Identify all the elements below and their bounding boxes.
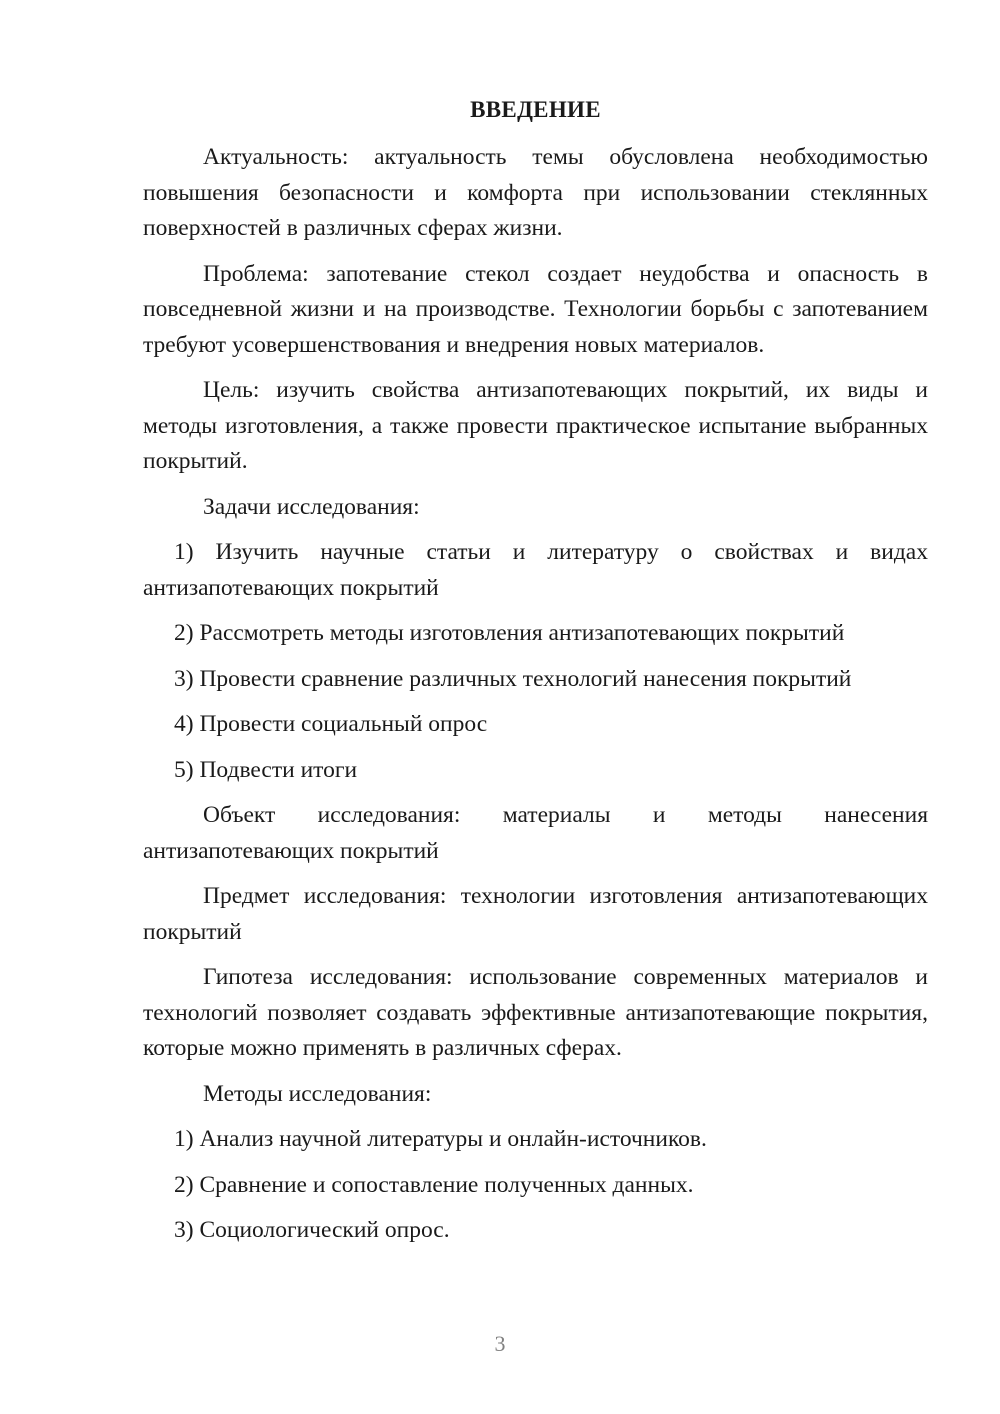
task-item-5: 5) Подвести итоги xyxy=(174,756,358,783)
page-content xyxy=(143,92,928,1259)
task-item-1: 1) Изучить научные статьи и литературу о свойствах и видах антизапотевающих покрытий xyxy=(143,539,928,601)
tasks-title: Задачи исследования: xyxy=(203,493,420,520)
methods-title: Методы исследования: xyxy=(203,1080,432,1107)
relevance-paragraph: Актуальность: актуальность темы обусловлена необходимостью повышения безопасности и комфорта при использовании стеклянных поверхностей в различных сферах жизни. xyxy=(143,144,928,241)
method-item-3: 3) Социологический опрос. xyxy=(174,1217,450,1243)
problem-paragraph: Проблема: запотевание стекол создает неудобства и опасность в повседневной жизни и на производстве. Технологии борьбы с запотеванием требуют усовершенствования и внедрения новых материалов. xyxy=(143,260,928,358)
subject-paragraph: Предмет исследования: технологии изготовления антизапотевающих покрытий xyxy=(143,883,928,945)
task-item-3: 3) Провести сравнение различных технологий нанесения покрытий xyxy=(174,665,852,692)
task-item-4: 4) Провести социальный опрос xyxy=(174,711,488,737)
task-item-2: 2) Рассмотреть методы изготовления антизапотевающих покрытий xyxy=(174,620,845,646)
method-item-2: 2) Сравнение и сопоставление полученных данных. xyxy=(174,1171,694,1198)
goal-paragraph: Цель: изучить свойства антизапотевающих покрытий, их виды и методы изготовления, а также провести практическое испытание выбранных покрытий. xyxy=(143,377,928,474)
page-number: 3 xyxy=(494,1331,506,1356)
section-heading: ВВЕДЕНИЕ xyxy=(470,97,601,122)
method-item-1: 1) Анализ научной литературы и онлайн-источников. xyxy=(174,1126,707,1152)
object-paragraph: Объект исследования: материалы и методы нанесения антизапотевающих покрытий xyxy=(143,802,928,864)
hypothesis-paragraph: Гипотеза исследования: использование современных материалов и технологий позволяет создавать эффективные антизапотевающие покрытия, которые можно применять в различных сферах. xyxy=(143,964,928,1061)
